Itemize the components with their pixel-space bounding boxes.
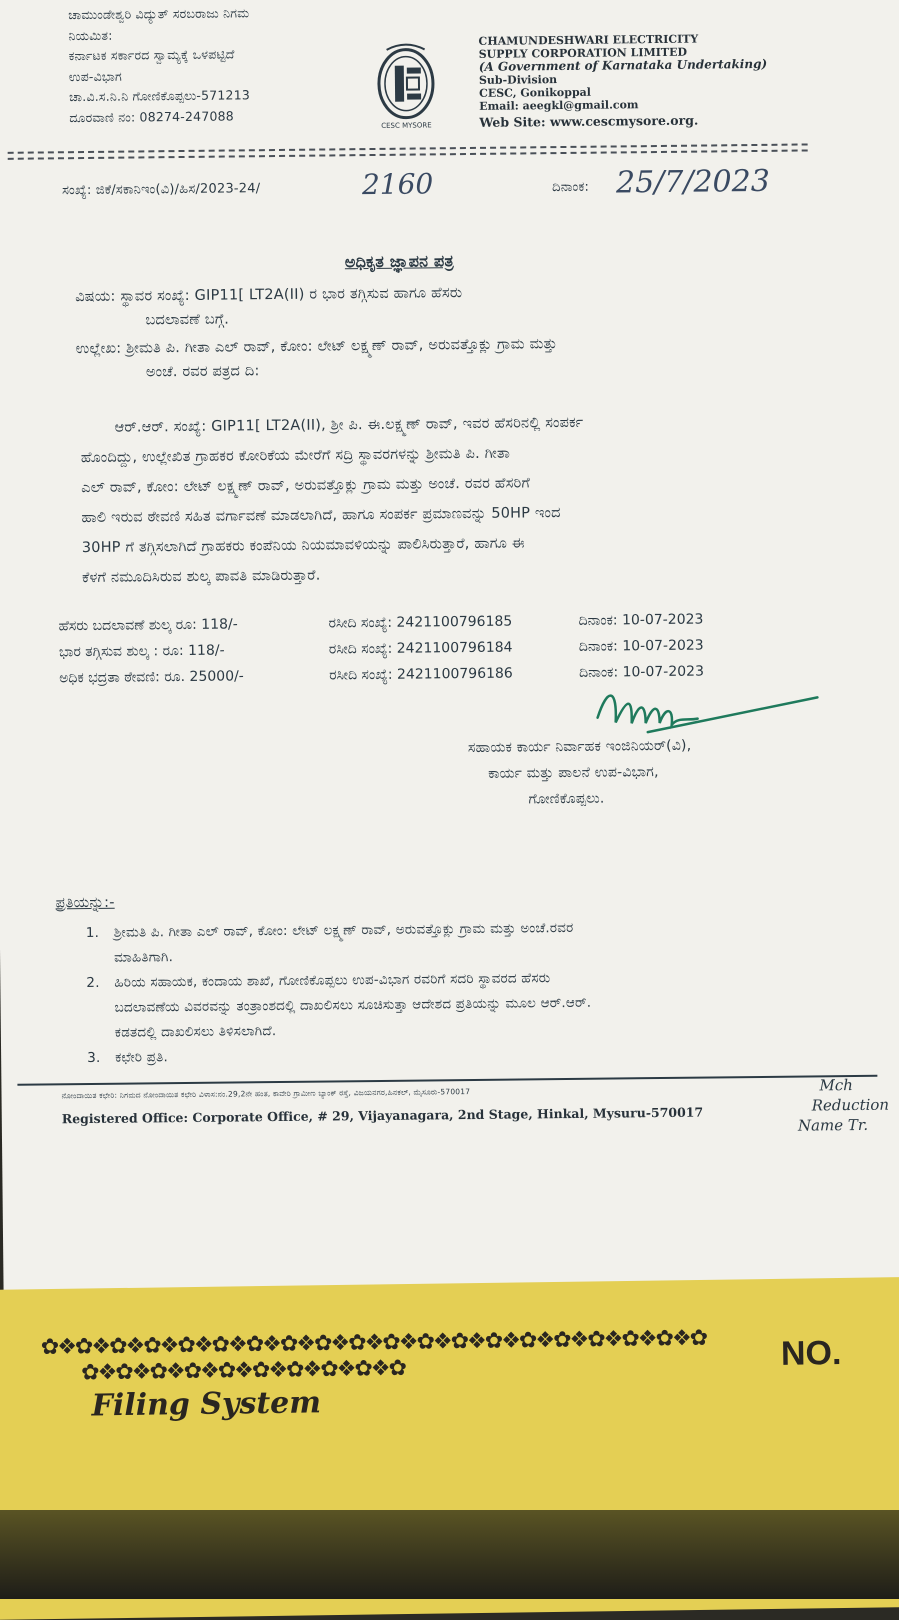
copy-item xyxy=(86,913,876,971)
header-kn-line: ಉಪ-ವಿಭಾಗ xyxy=(68,68,123,84)
copy-item-text: ಮಾಹಿತಿಗಾಗಿ. xyxy=(114,949,174,966)
note-line: Reduction xyxy=(811,1095,890,1115)
memo-title: ಅಧಿಕೃತ ಜ್ಞಾಪನ ಪತ್ರ xyxy=(344,251,454,272)
subject-line-2: ಬದಲಾವಣೆ ಬಗ್ಗೆ. xyxy=(145,311,230,329)
copy-item-text: ಹಿರಿಯ ಸಹಾಯಕ, ಕಂದಾಯ ಶಾಖೆ, ಗೋಣಿಕೊಪ್ಪಲು ಉಪ-ವಿಭಾಗ ರವರಿಗೆ ಸದರಿ ಸ್ಥಾವರದ ಹೆಸರು xyxy=(114,970,551,991)
copy-item-text: ಬದಲಾವಣೆಯ ವಿವರವನ್ನು ತಂತ್ರಾಂಶದಲ್ಲಿ ದಾಖಲಿಸಲು ಸೂಚಿಸುತ್ತಾ ಆದೇಶದ ಪ್ರತಿಯನ್ನು ಮೂಲ ಆರ್.ಆರ್. xyxy=(114,994,592,1016)
header-kn-line: ನಿಯಮಿತ: xyxy=(68,27,113,43)
registered-office: Registered Office: Corporate Office, # 29, Vijayanagara, 2nd Stage, Hinkal, Mysuru-570017 xyxy=(61,1104,704,1127)
signatory-office: ಕಾರ್ಯ ಮತ್ತು ಪಾಲನೆ ಉಪ-ವಿಭಾಗ, xyxy=(488,764,659,782)
subject-line: ವಿಷಯ: ಸ್ಥಾವರ ಸಂಖ್ಯೆ: GIP11[ LT2A(II) ರ ಭಾರ ತಗ್ಗಿಸುವ ಹಾಗೂ ಹೆಸರು xyxy=(75,285,463,306)
company-name-line2: SUPPLY CORPORATION LIMITED xyxy=(478,45,688,61)
reference-line: ಉಲ್ಲೇಖ: ಶ್ರೀಮತಿ ಪಿ. ಗೀತಾ ಎಲ್ ರಾವ್, ಕೋಂ: ಲೇಟ್ ಲಕ್ಷ್ಮಣ್ ರಾವ್, ಅರುವತ್ತೊಕ್ಲು ಗ್ರಾಮ ಮತ್ತು xyxy=(75,336,558,358)
footer-kannada: ನೋಂದಾಯಿತ ಕಛೇರಿ: ನಿಗಮದ ನೋಂದಾಯಿತ ಕಛೇರಿ ವಿಳಾಸ:ನಂ.29,2ನೇ ಹಂತ, ಕಾವೇರಿ ಗ್ರಾಮೀಣ ಬ್ಯಾಂಕ್ ರಸ್ತೆ, ವಿಜಯನಗರ,ಹಿನಕಲ್, ಮೈಸೂರು-570017 xyxy=(61,1087,471,1101)
fee-date: ದಿನಾಂಕ: 10-07-2023 xyxy=(578,637,704,655)
header-kn-line: ಚಾಮುಂಡೇಶ್ವರಿ ವಿದ್ಯುತ್ ಸರಬರಾಜು ನಿಗಮ xyxy=(68,5,250,23)
footer-divider xyxy=(17,1075,877,1086)
fee-date: ದಿನಾಂಕ: 10-07-2023 xyxy=(579,663,705,681)
copy-item-text: ಕಛೇರಿ ಪ್ರತಿ. xyxy=(115,1049,169,1066)
company-name-line1: CHAMUNDESHWARI ELECTRICITY xyxy=(478,32,699,48)
office-name: CESC, Gonikoppal xyxy=(478,85,591,100)
logo-caption: CESC MYSORE xyxy=(381,121,432,130)
note-line: Mch xyxy=(819,1076,853,1095)
company-tagline: (A Government of Karnataka Undertaking) xyxy=(478,56,768,74)
subject-block xyxy=(75,280,558,385)
ornament-border: ✿❖✿❖✿❖✿❖✿❖✿❖✿❖✿❖✿❖✿❖✿❖✿❖✿❖✿❖✿❖✿❖✿❖✿❖✿❖✿ xyxy=(40,1325,707,1361)
date-label: ದಿನಾಂಕ: xyxy=(551,179,590,196)
body-line: ಹೊಂದಿದ್ದು, ಉಲ್ಲೇಖಿತ ಗ್ರಾಹಕರ ಕೋರಿಕೆಯ ಮೇರೆಗೆ ಸದ್ರಿ ಸ್ಥಾವರಗಳನ್ನು ಶ್ರೀಮತಿ ಪಿ. ಗೀತಾ xyxy=(80,445,511,467)
email: Email: aeegkl@gmail.com xyxy=(479,98,639,113)
body-paragraph xyxy=(80,405,872,593)
copy-item-number: 3. xyxy=(87,1049,101,1067)
fee-receipt: ರಸೀದಿ ಸಂಖ್ಯೆ: 2421100796184 xyxy=(328,639,513,658)
copies-heading: ಪ್ರತಿಯನ್ನು:- xyxy=(55,894,115,912)
header-kannada xyxy=(68,3,250,128)
signatory-place: ಗೋಣಿಕೊಪ್ಪಲು. xyxy=(528,790,605,808)
body-line: ಕೆಳಗೆ ನಮೂದಿಸಿರುವ ಶುಲ್ಕ ಪಾವತಿ ಮಾಡಿರುತ್ತಾರೆ. xyxy=(82,567,321,587)
header-kn-line: ದೂರವಾಣಿ ನಂ: 08274-247088 xyxy=(69,107,234,125)
sub-division: Sub-Division xyxy=(478,73,558,87)
handwritten-note xyxy=(797,1075,890,1136)
copy-item-number: 2. xyxy=(86,974,100,992)
header-kn-line: ಕರ್ನಾಟಕ ಸರ್ಕಾರದ ಸ್ವಾಮ್ಯಕ್ಕೆ ಒಳಪಟ್ಟಿದೆ xyxy=(68,46,235,64)
body-line: ಹಾಲಿ ಇರುವ ಠೇವಣಿ ಸಹಿತ ವರ್ಗಾವಣೆ ಮಾಡಲಾಗಿದೆ, ಹಾಗೂ ಸಂಪರ್ಕ ಪ್ರಮಾಣವನ್ನು 50HP ಇಂದ xyxy=(81,505,561,527)
copy-item xyxy=(86,963,877,1046)
signatory-designation: ಸಹಾಯಕ ಕಾರ್ಯ ನಿರ್ವಾಹಕ ಇಂಜಿನಿಯರ್(ವಿ), xyxy=(467,737,692,757)
body-line: ಆರ್.ಆರ್. ಸಂಖ್ಯೆ: GIP11[ LT2A(II), ಶ್ರೀ ಪಿ. ಈ.ಲಕ್ಷ್ಮಣ್ ರಾವ್, ಇವರ ಹೆಸರಿನಲ್ಲಿ ಸಂಪರ್ಕ xyxy=(114,414,584,436)
body-line: 30HP ಗೆ ತಗ್ಗಿಸಲಾಗಿದೆ ಗ್ರಾಹಕರು ಕಂಪೆನಿಯ ನಿಯಮಾವಳಿಯನ್ನು ಪಾಲಿಸಿರುತ್ತಾರೆ, ಹಾಗೂ ಈ xyxy=(81,535,525,557)
copy-item-text: ಶ್ರೀಮತಿ ಪಿ. ಗೀತಾ ಎಲ್ ರಾವ್, ಕೋಂ: ಲೇಟ್ ಲಕ್ಷ್ಮಣ್ ರಾವ್, ಅರುವತ್ತೊಕ್ಲು ಗ್ರಾಮ ಮತ್ತು ಅಂಚೆ.ರವರ xyxy=(113,919,574,941)
copies-list xyxy=(86,913,878,1071)
date-handwritten: 25/7/2023 xyxy=(615,163,771,201)
note-line: Name Tr. xyxy=(797,1115,869,1135)
fee-label: ಅಧಿಕ ಭದ್ರತಾ ಠೇವಣಿ: ರೂ. 25000/- xyxy=(59,668,244,687)
body-line: ಎಲ್ ರಾವ್, ಕೋಂ: ಲೇಟ್ ಲಕ್ಷ್ಮಣ್ ರಾವ್, ಅರುವತ್ತೊಕ್ಲು ಗ್ರಾಮ ಮತ್ತು ಅಂಚೆ. ರವರ ಹೆಸರಿಗೆ xyxy=(81,475,531,497)
header-english xyxy=(478,32,767,129)
reference-number-label: ಸಂಖ್ಯೆ: ಜಿಕೆ/ಸಕಾನಿಇಂ(ವಿ)/ಹಿಸ/2023-24/ xyxy=(61,181,261,199)
reference-line-2: ಅಂಚೆ. ರವರ ಪತ್ರದ ದಿ: xyxy=(145,363,260,381)
website: Web Site: www.cescmysore.org. xyxy=(479,112,699,130)
folder-brand: Filing System xyxy=(91,1385,322,1424)
copy-item-number: 1. xyxy=(85,924,100,942)
desk-shadow xyxy=(0,1510,899,1599)
fee-date: ದಿನಾಂಕ: 10-07-2023 xyxy=(578,611,704,629)
cesc-logo xyxy=(372,37,439,130)
reference-number-handwritten: 2160 xyxy=(361,167,434,202)
fee-receipt: ರಸೀದಿ ಸಂಖ್ಯೆ: 2421100796185 xyxy=(328,613,513,632)
signatory-block xyxy=(468,733,692,813)
copy-item-text: ಕಡತದಲ್ಲಿ ದಾಖಲಿಸಲು ತಿಳಿಸಲಾಗಿದೆ. xyxy=(114,1023,277,1041)
fee-label: ಹೆಸರು ಬದಲಾವಣೆ ಶುಲ್ಕ ರೂ: 118/- xyxy=(58,616,238,635)
fee-receipt: ರಸೀದಿ ಸಂಖ್ಯೆ: 2421100796186 xyxy=(329,665,513,684)
fee-label: ಭಾರ ತಗ್ಗಿಸುವ ಶುಲ್ಕ : ರೂ: 118/- xyxy=(58,642,225,661)
ornament-border-2: ✿❖✿❖✿❖✿❖✿❖✿❖✿❖✿❖✿❖✿ xyxy=(80,1356,406,1386)
header-kn-line: ಚಾ.ವಿ.ಸ.ನಿ.ನಿ ಗೋಣಿಕೊಪ್ಪಲು-571213 xyxy=(69,87,251,105)
folder-number-label: NO. xyxy=(780,1333,842,1373)
